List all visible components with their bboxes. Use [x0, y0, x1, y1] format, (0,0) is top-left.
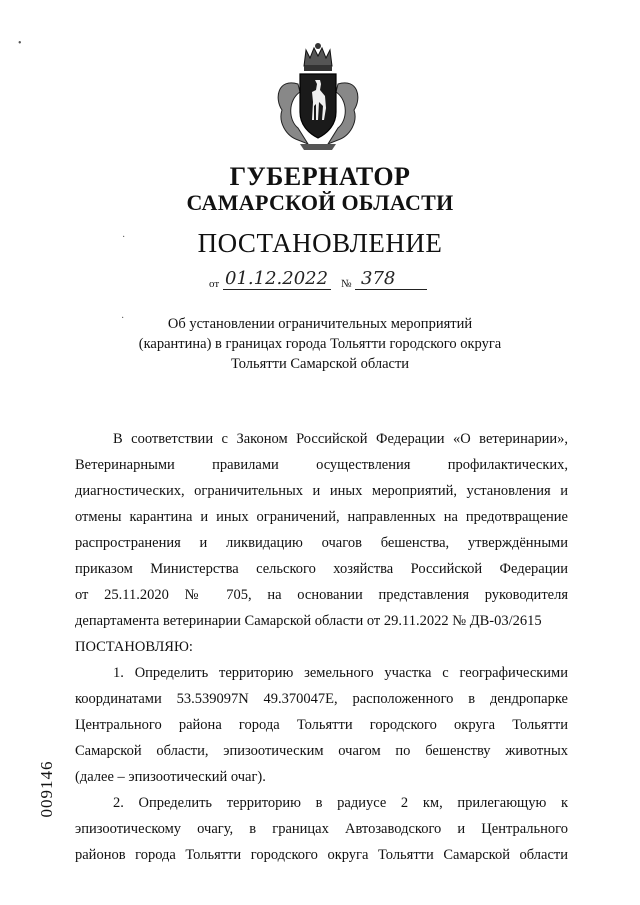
body-line: (далее – эпизоотический очаг). — [75, 769, 266, 785]
scan-speck: · — [121, 313, 125, 324]
body-line: координатами 53.539097N 49.370047E, расположенного в дендропарке — [75, 691, 568, 707]
coat-of-arms-emblem — [268, 40, 368, 152]
decree-subject — [90, 314, 550, 374]
subject-line: Об установлении ограничительных мероприятий — [167, 316, 473, 332]
body-line: Центрального района города Тольятти городского округа Тольятти — [75, 717, 568, 733]
scan-speck: • — [18, 38, 22, 49]
body-line: В соответствии с Законом Российской Федерации «О ветеринарии», — [113, 431, 568, 447]
body-line: Самарской области, эпизоотическим очагом по бешенству животных — [75, 743, 568, 759]
number-underline — [355, 289, 427, 290]
body-line: распространения и ликвидацию очагов бешенства, утверждёнными — [75, 535, 568, 551]
date-underline — [223, 289, 331, 290]
date-label: от — [209, 278, 220, 290]
subject-line: Тольятти Самарской области — [230, 356, 410, 372]
subject-line: (карантина) в границах города Тольятти городского округа — [138, 336, 502, 352]
document-type: ПОСТАНОВЛЕНИЕ — [197, 228, 443, 258]
decree-date-handwritten: 01.12.2022 — [225, 268, 329, 289]
body-line: приказом Министерства сельского хозяйства Российской Федерации — [75, 561, 568, 577]
body-line: 2. Определить территорию в радиусе 2 км, прилегающую к — [113, 795, 568, 811]
body-line: Ветеринарными правилами осуществления профилактических, — [75, 457, 568, 473]
body-line: районов города Тольятти городского округа Тольятти Самарской области — [75, 847, 568, 863]
decree-number-handwritten: 378 — [361, 268, 396, 289]
registration-number-text: 009146 — [37, 760, 56, 818]
body-line: эпизоотическому очагу, в границах Автозаводского и Центрального — [75, 821, 568, 837]
resolution-word: ПОСТАНОВЛЯЮ: — [75, 639, 193, 655]
side-registration-number — [34, 752, 60, 832]
scan-speck: · — [122, 232, 126, 243]
body-line: 1. Определить территорию земельного участка с географическими — [113, 665, 568, 681]
issuer-title-line2: САМАРСКОЙ ОБЛАСТИ — [186, 190, 454, 215]
body-line: департамента ветеринарии Самарской области от 29.11.2022 № ДВ-03/2615 — [75, 613, 542, 629]
body-line: отмены карантина и иных ограничений, направленных на предотвращение — [75, 509, 568, 525]
decree-date-line — [209, 268, 449, 294]
issuer-title-line1: ГУБЕРНАТОР — [229, 162, 411, 191]
number-label: № — [341, 278, 352, 290]
body-line: диагностических, ограничительных и иных мероприятий, установления и — [75, 483, 568, 499]
body-line: от 25.11.2020 № 705, на основании представления руководителя — [75, 587, 568, 603]
